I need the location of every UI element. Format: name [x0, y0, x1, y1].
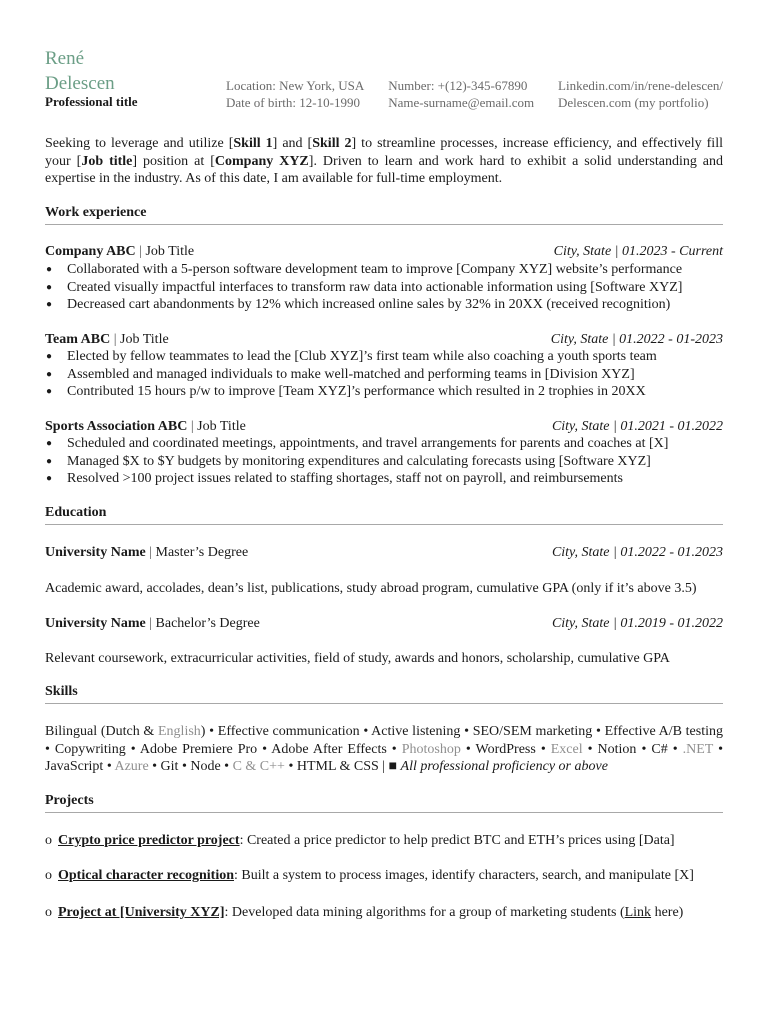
project-item: [45, 832, 723, 849]
contact-col-2: [388, 77, 534, 111]
education-meta: City, State | 01.2022 - 01.2023: [551, 545, 723, 560]
education-degree: Master’s Degree: [155, 545, 249, 560]
phone-number: Number: +(12)-345-67890: [388, 78, 528, 93]
proficiency-note: All professional proficiency or above: [400, 759, 608, 775]
last-name: Delescen: [45, 73, 115, 94]
section-title-education: Education: [45, 505, 107, 520]
work-org: Company ABC: [45, 244, 136, 259]
skill-english: English: [158, 724, 201, 739]
education-meta: City, State | 01.2019 - 01.2022: [551, 616, 723, 631]
skill-dotnet: .NET: [682, 741, 714, 757]
list-item: ● Contributed 15 hours p/w to improve [Team XYZ]’s performance which resulted in 2 trophies in 20XX: [45, 383, 723, 401]
section-divider: [45, 703, 723, 704]
list-item: ● Managed $X to $Y budgets by monitoring expenditures and calculating forecasts using [Software XYZ]: [45, 453, 723, 471]
work-entry-header: Sports Association ABC | Job Title City, State | 01.2021 - 01.2022: [45, 419, 723, 434]
linkedin-link[interactable]: Linkedin.com/in/rene-delescen/: [558, 78, 723, 93]
skill-azure: Azure: [114, 759, 149, 775]
work-role: Job Title: [197, 419, 246, 434]
section-divider: [45, 524, 723, 525]
project-item: o Project at [University XYZ]: Developed data mining algorithms for a group of marketing students (Link here): [45, 905, 684, 920]
date-of-birth: Date of birth: 12-10-1990: [226, 95, 360, 110]
project-desc: : Created a price predictor to help predict BTC and ETH’s prices using [Data]: [239, 833, 675, 848]
project-link[interactable]: Link: [624, 905, 652, 920]
contact-block: [226, 77, 723, 111]
education-detail: Academic award, accolades, dean’s list, publications, study abroad program, cumulative GPA (only if it’s above 3.5): [45, 581, 697, 596]
skill-cpp: C & C++: [232, 759, 285, 775]
work-role: Job Title: [145, 244, 195, 259]
list-item: ● Scheduled and coordinated meetings, appointments, and travel arrangements for parents and coaches at [X]: [45, 435, 723, 453]
section-divider: [45, 224, 723, 225]
company-name: Company XYZ: [214, 153, 309, 169]
education-org: University Name: [45, 616, 146, 631]
email: Name-surname@email.com: [388, 95, 535, 110]
skill-excel: Excel: [550, 741, 583, 757]
project-item: [45, 867, 723, 884]
work-bullets: [45, 435, 723, 488]
circle-bullet-icon: o: [45, 905, 52, 920]
first-name: René: [45, 48, 85, 69]
education-org: University Name: [45, 545, 146, 560]
portfolio-link[interactable]: Delescen.com (my portfolio): [558, 95, 709, 110]
project-title[interactable]: Crypto price predictor project: [58, 833, 240, 848]
location: Location: New York, USA: [226, 78, 365, 93]
contact-col-1: [226, 77, 364, 111]
section-title-skills: Skills: [45, 684, 78, 699]
skill-2: Skill 2: [312, 136, 352, 151]
skill-photoshop: Photoshop: [401, 741, 461, 757]
work-entry-header: Team ABC | Job Title City, State | 01.2022 - 01-2023: [45, 332, 723, 347]
education-entry-header: University Name | Master’s Degree City, State | 01.2022 - 01.2023: [45, 545, 723, 560]
list-item: ● Collaborated with a 5-person software development team to improve [Company XYZ] website’s performance: [45, 261, 723, 279]
work-org: Sports Association ABC: [45, 419, 188, 434]
work-bullets: [45, 348, 723, 401]
skill-1: Skill 1: [233, 136, 273, 151]
circle-bullet-icon: o: [45, 833, 52, 848]
skills-list: Bilingual (Dutch & English) • Effective communication • Active listening • SEO/SEM marketing • Effective A/B testing • Copywriting • Adobe Premiere Pro • Adobe After Effects • Photoshop • WordPress • Excel • Notion • C# • .NET • JavaScript • Azure • Git • Node • C & C++ • HTML & CSS | ■ All professional proficiency or above: [45, 724, 723, 775]
section-divider: [45, 812, 723, 813]
professional-title: Professional title: [45, 94, 138, 109]
education-entry-header: University Name | Bachelor’s Degree City, State | 01.2019 - 01.2022: [45, 616, 723, 631]
job-title: Job title: [81, 153, 133, 169]
section-title-work: Work experience: [45, 205, 147, 220]
list-item: ● Decreased cart abandonments by 12% which increased online sales by 32% in 20XX (received recognition): [45, 296, 723, 314]
list-item: ● Created visually impactful interfaces to transform raw data into actionable information using [Software XYZ]: [45, 279, 723, 297]
project-desc: : Built a system to process images, identify characters, search, and manipulate [X]: [234, 868, 694, 883]
list-item: ● Resolved >100 project issues related to staffing shortages, staff not on payroll, and reimbursements: [45, 470, 723, 488]
work-role: Job Title: [120, 332, 169, 347]
list-item: ● Elected by fellow teammates to lead the [Club XYZ]’s first team while also coaching a youth sports team: [45, 348, 723, 366]
circle-bullet-icon: o: [45, 868, 52, 883]
contact-col-3: [558, 77, 723, 111]
summary: Seeking to leverage and utilize [Skill 1] and [Skill 2] to streamline processes, increase efficiency, and effectively fill your [Job title] position at [Company XYZ]. Driven to learn and work hard to exhibit a solid understanding and expertise in the industry. As of this date, I am available for full-time employment.: [45, 136, 724, 186]
work-bullets: [45, 261, 723, 314]
work-entry-header: Company ABC | Job Title City, State | 01.2023 - Current: [45, 244, 723, 259]
education-detail: Relevant coursework, extracurricular activities, field of study, awards and honors, scholarship, cumulative GPA: [45, 651, 670, 666]
project-title[interactable]: Project at [University XYZ]: [58, 905, 225, 920]
project-title[interactable]: Optical character recognition: [58, 868, 234, 883]
list-item: ● Assembled and managed individuals to make well-matched and performing teams in [Division XYZ]: [45, 366, 723, 384]
work-meta: City, State | 01.2021 - 01.2022: [551, 419, 723, 434]
education-degree: Bachelor’s Degree: [155, 616, 260, 631]
work-meta: City, State | 01.2023 - Current: [553, 244, 723, 259]
work-meta: City, State | 01.2022 - 01-2023: [550, 332, 723, 347]
project-desc: : Developed data mining algorithms for a group of marketing students (: [224, 905, 625, 920]
section-title-projects: Projects: [45, 793, 94, 808]
work-org: Team ABC: [45, 332, 111, 347]
